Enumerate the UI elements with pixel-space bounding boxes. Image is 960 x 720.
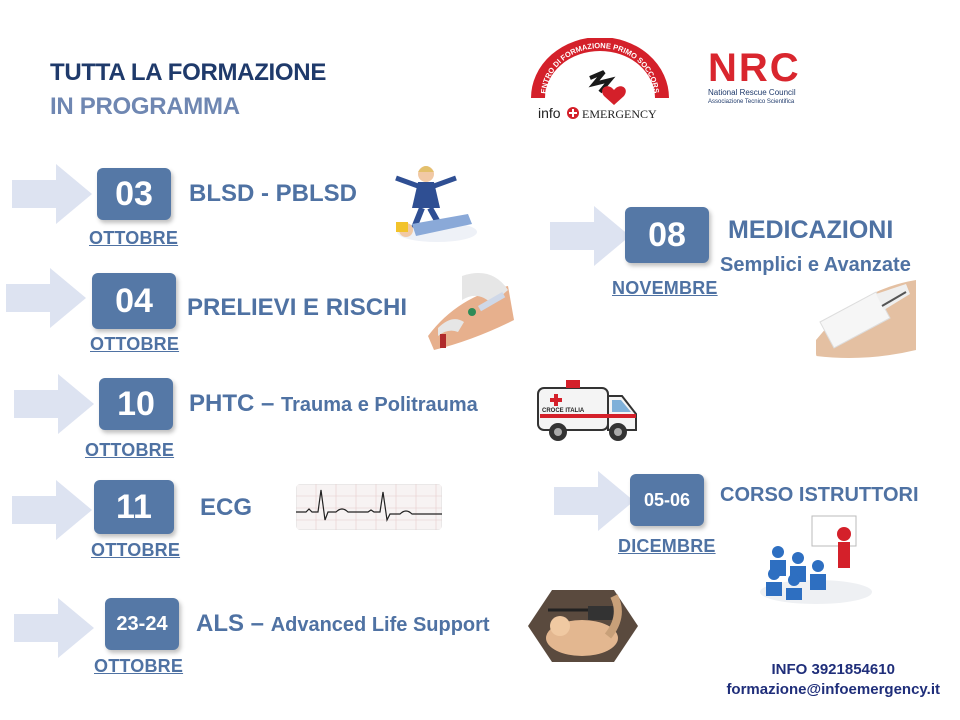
month-label: OTTOBRE bbox=[89, 228, 179, 248]
arrow-right-icon bbox=[6, 268, 86, 328]
date-badge: 10 bbox=[99, 378, 173, 430]
course-name: PHTC – bbox=[189, 390, 275, 417]
month-label: OTTOBRE bbox=[90, 334, 180, 354]
instructor-class-illustration bbox=[758, 512, 874, 606]
course-name: PRELIEVI E RISCHI bbox=[187, 294, 408, 321]
logo-brand-suffix: EMERGENCY bbox=[582, 107, 657, 121]
arrow-right-icon bbox=[14, 598, 94, 658]
course-title bbox=[187, 294, 407, 322]
course-name: BLSD - PBLSD bbox=[189, 180, 357, 207]
arrow-right-icon bbox=[550, 206, 630, 266]
date-badge: 05-06 bbox=[630, 474, 704, 526]
course-title bbox=[200, 494, 252, 522]
course-title: MEDICAZIONI bbox=[728, 216, 894, 244]
page-title bbox=[50, 56, 326, 124]
arrow-right-icon bbox=[12, 164, 92, 224]
contact-phone: INFO 3921854610 bbox=[771, 661, 895, 678]
date-badge: 04 bbox=[92, 273, 176, 329]
title-line-1: TUTTA LA FORMAZIONE bbox=[50, 59, 327, 86]
ecg-strip-illustration bbox=[296, 484, 442, 530]
infoemergency-logo bbox=[528, 38, 672, 126]
nrc-logo-mark: NRC bbox=[708, 46, 801, 90]
course-title bbox=[196, 610, 490, 638]
cpr-illustration bbox=[382, 160, 482, 250]
date-badge: 08 bbox=[625, 207, 709, 263]
course-name: ALS – bbox=[196, 610, 265, 637]
month-label: DICEMBRE bbox=[618, 536, 716, 556]
bandage-illustration bbox=[816, 278, 918, 358]
contact-email[interactable]: formazione@infoemergency.it bbox=[726, 681, 940, 698]
arrow-right-icon bbox=[12, 480, 92, 540]
course-title: CORSO ISTRUTTORI bbox=[720, 484, 919, 506]
nrc-logo-line2: Associazione Tecnico Scientifica bbox=[708, 99, 795, 105]
als-training-illustration bbox=[518, 586, 642, 666]
date-badge: 23-24 bbox=[105, 598, 179, 650]
ambulance-label: CROCE ITALIA bbox=[542, 408, 585, 414]
month-label: OTTOBRE bbox=[94, 656, 184, 676]
date-badge: 11 bbox=[94, 480, 174, 534]
month-label: NOVEMBRE bbox=[612, 278, 718, 298]
arrow-right-icon bbox=[554, 471, 634, 531]
logo-brand-prefix: info bbox=[538, 105, 561, 121]
infoemergency-logo-mark bbox=[528, 38, 672, 126]
course-subtitle: Semplici e Avanzate bbox=[720, 254, 911, 276]
title-line-2: IN PROGRAMMA bbox=[50, 93, 240, 120]
course-title bbox=[189, 180, 357, 208]
logo-arc-text: ENTRO DI FORMAZIONE PRIMO SOCCORS bbox=[539, 40, 661, 95]
nrc-logo-line1: National Rescue Council bbox=[708, 88, 796, 97]
course-name: ECG bbox=[200, 494, 253, 521]
ambulance-illustration bbox=[536, 374, 640, 446]
arrow-right-icon bbox=[14, 374, 94, 434]
blood-draw-illustration bbox=[422, 266, 518, 352]
nrc-logo bbox=[708, 48, 818, 110]
date-badge: 03 bbox=[97, 168, 171, 220]
course-subtitle: Trauma e Politrauma bbox=[281, 394, 478, 416]
course-subtitle: Advanced Life Support bbox=[270, 614, 490, 636]
contact-info bbox=[726, 660, 940, 700]
month-label: OTTOBRE bbox=[85, 440, 175, 460]
course-title bbox=[189, 390, 478, 418]
month-label: OTTOBRE bbox=[91, 540, 181, 560]
